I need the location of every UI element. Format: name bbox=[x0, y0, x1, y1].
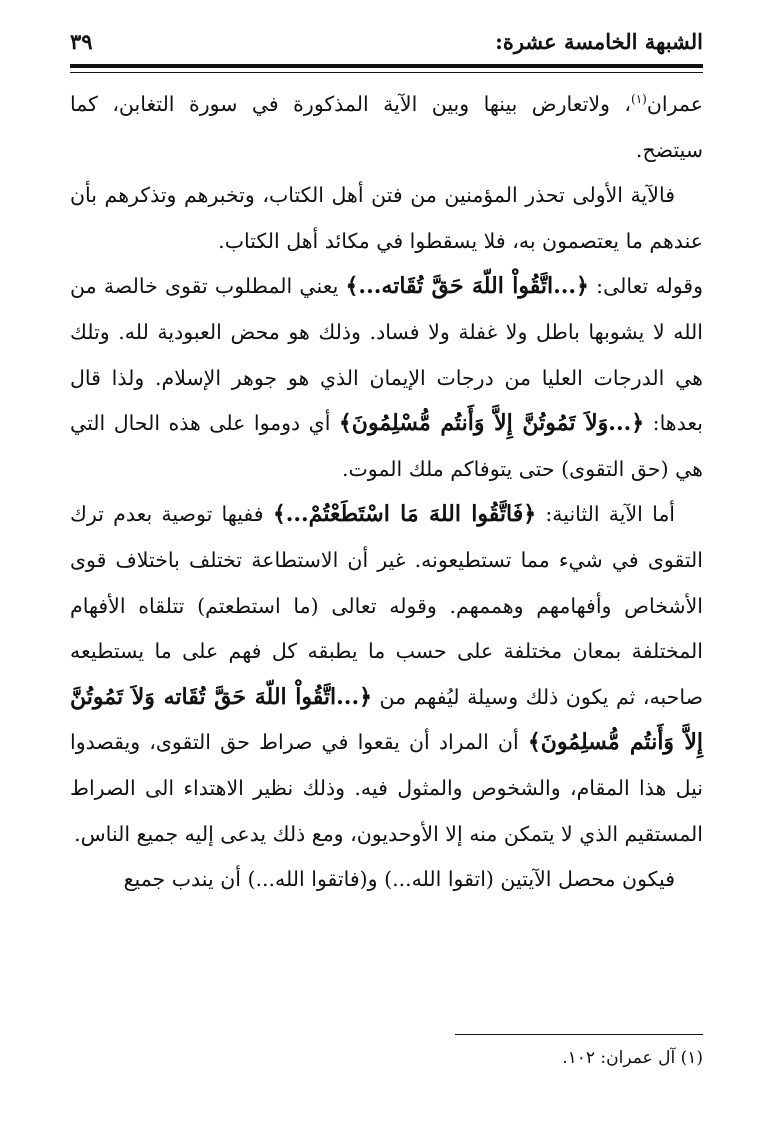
paragraph-2: فالآية الأولى تحذر المؤمنين من فتن أهل الكتاب، وتخبرهم وتذكرهم بأن عندهم ما يعتصمون به، فلا يسقطوا في مكائد أهل الكتاب. bbox=[70, 183, 703, 253]
chapter-title: الشبهة الخامسة عشرة: bbox=[495, 28, 703, 54]
footnote: (١) آل عمران: ١٠٢. bbox=[562, 1048, 703, 1068]
footnote-separator bbox=[455, 1034, 703, 1035]
body-text bbox=[70, 82, 703, 903]
footnote-ref: (١) bbox=[631, 92, 647, 107]
paragraph-3 bbox=[70, 264, 703, 492]
running-header bbox=[70, 22, 703, 60]
text-run: عمران bbox=[646, 92, 703, 116]
text-run: ففيها توصية بعدم ترك التقوى في شيء مما تستطيعونه. غير أن الاستطاعة تختلف باختلاف قوى الأشخاص وأفهامهم وهممهم. وقوله تعالى (ما استطعتم) تتلقاه الأفهام المختلفة بمعان مختلفة على حسب ما يطبقه كل فهم على ما يستطيعه صاحبه، ثم يكون ذلك وسيلة ليُفهم من bbox=[70, 502, 703, 709]
text-run: يعني المطلوب تقوى خالصة من الله لا يشوبها باطل ولا غفلة ولا فساد. وذلك هو محض العبودية لله. وتلك هي الدرجات العليا من درجات الإيمان الذي هو جوهر الإسلام. ولذا قال بعدها: bbox=[70, 274, 703, 436]
quran-verse: ﴿...اتَّقُواْ اللّهَ حَقَّ تُقَاته...﴾ bbox=[345, 273, 589, 300]
text-run: أن المراد أن يقعوا في صراط حق التقوى، ويقصدوا نيل هذا المقام، والشخوص والمثول فيه. وذلك نظير الاهتداء الى الصراط المستقيم الذي لا يتمكن منه إلا الأوحديون، ومع ذلك يدعى إليه جميع الناس. bbox=[70, 730, 703, 846]
text-run: ، ولاتعارض بينها وبين الآية المذكورة في سورة التغابن، كما سيتضح. bbox=[70, 92, 703, 162]
text-run: أي دوموا على هذه الحال التي هي (حق التقوى) حتى يتوفاكم ملك الموت. bbox=[70, 411, 703, 481]
page-number: ٣٩ bbox=[70, 28, 93, 54]
header-rule-thick bbox=[70, 64, 703, 68]
paragraph-5: فيكون محصل الآيتين (اتقوا الله...) و(فاتقوا الله...) أن يندب جميع bbox=[123, 867, 675, 892]
text-run: وقوله تعالى: bbox=[588, 274, 703, 299]
text-run: أما الآية الثانية: bbox=[536, 502, 675, 527]
paragraph-1 bbox=[70, 82, 703, 173]
header-rule-thin bbox=[70, 72, 703, 73]
quran-verse: ﴿فَاتَّقُوا اللهَ مَا اسْتَطَعْتُمْ...﴾ bbox=[272, 501, 537, 528]
quran-verse: ﴿...اتَّقُواْ اللّهَ حَقَّ تُقَاته وَلاَ تَمُوتُنَّ إِلاَّ وَأَنتُم مُّسلِمُونَ﴾ bbox=[70, 683, 703, 756]
paragraph-4 bbox=[70, 492, 703, 857]
quran-verse: ﴿...وَلاَ تَمُوتُنَّ إِلاَّ وَأَنتُم مُّسْلِمُونَ﴾ bbox=[338, 410, 645, 437]
